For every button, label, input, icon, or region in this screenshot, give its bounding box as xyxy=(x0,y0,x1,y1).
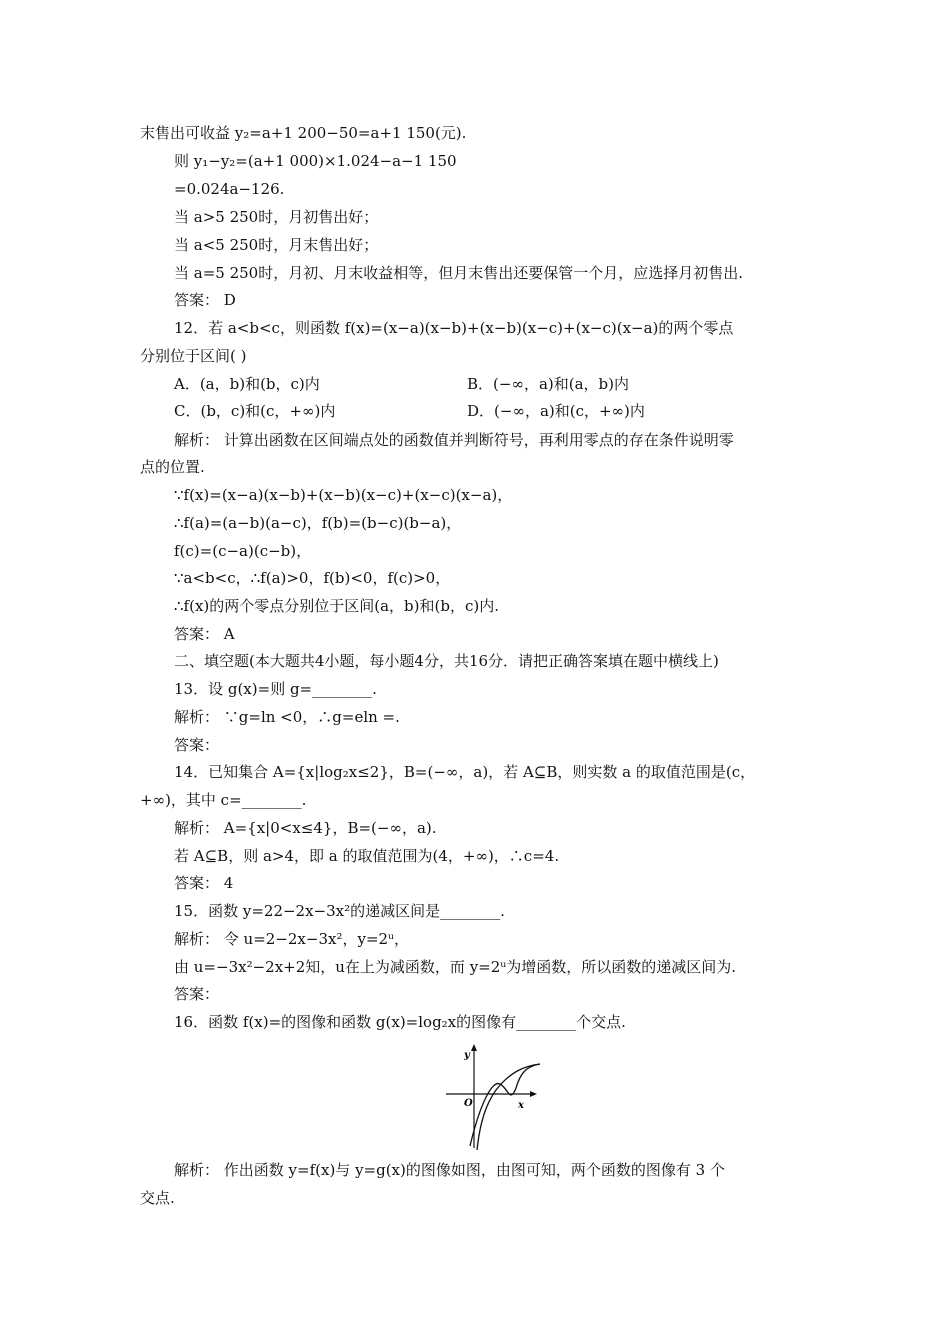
answer-line: 答案： D xyxy=(174,291,236,309)
question-12: 12．若 a<b<c，则函数 f(x)=(x−a)(x−b)+(x−b)(x−c)+(x−c)(x−a)的两个零点 xyxy=(174,319,734,337)
text-line: =0.024a−126. xyxy=(174,180,285,198)
text-line: 解析： 令 u=2−2x−3x²，y=2ᵘ， xyxy=(174,930,410,948)
y-axis-label: y xyxy=(464,1050,470,1061)
option-a: A．(a，b)和(b，c)内 xyxy=(174,375,320,393)
text-line: 解析： 计算出函数在区间端点处的函数值并判断符号，再利用零点的存在条件说明零 xyxy=(174,431,734,449)
text-line: ∴f(x)的两个零点分别位于区间(a，b)和(b，c)内. xyxy=(174,597,499,615)
answer-line: 答案： 4 xyxy=(174,874,234,892)
answer-line: 答案： A xyxy=(174,625,235,643)
y-axis-arrow xyxy=(471,1044,477,1051)
origin-label: O xyxy=(464,1098,473,1109)
question-15: 15．函数 y=22−2x−3x²的递减区间是________. xyxy=(174,902,505,920)
text-line: 当 a=5 250时，月初、月末收益相等，但月末售出还要保管一个月，应选择月初售出. xyxy=(174,264,743,282)
text-line: 末售出可收益 y₂=a+1 200−50=a+1 150(元). xyxy=(140,124,467,142)
x-axis-label: x xyxy=(518,1100,524,1111)
option-b: B．(−∞，a)和(a，b)内 xyxy=(467,375,629,393)
question-13: 13．设 g(x)=则 g=________. xyxy=(174,680,377,698)
text-line: 交点. xyxy=(140,1189,175,1207)
text-line: 则 y₁−y₂=(a+1 000)×1.024−a−1 150 xyxy=(174,152,457,170)
option-d: D．(−∞，a)和(c，+∞)内 xyxy=(467,402,645,420)
question-16: 16．函数 f(x)=的图像和函数 g(x)=log₂x的图像有________个交点. xyxy=(174,1013,626,1031)
text-line: 当 a>5 250时，月初售出好； xyxy=(174,208,379,226)
text-line: 解析： A={x|0<x≤4}，B=(−∞，a). xyxy=(174,819,437,837)
function-graph-figure xyxy=(440,1042,550,1152)
text-line: ∵f(x)=(x−a)(x−b)+(x−b)(x−c)+(x−c)(x−a)， xyxy=(174,486,513,504)
log-curve-g xyxy=(477,1064,540,1150)
question-14: 14．已知集合 A={x|log₂x≤2}，B=(−∞，a)，若 A⊆B，则实数 a 的取值范围是(c， xyxy=(174,763,756,781)
text-line: 由 u=−3x²−2x+2知，u在上为减函数，而 y=2ᵘ为增函数，所以函数的递减区间为. xyxy=(174,958,737,976)
text-line: 解析： ∵g=ln <0，∴g=eln =. xyxy=(174,708,400,726)
text-line: 解析： 作出函数 y=f(x)与 y=g(x)的图像如图，由图可知，两个函数的图像有 3 个 xyxy=(174,1161,725,1179)
x-axis-arrow xyxy=(530,1091,537,1097)
text-line: 分别位于区间( ) xyxy=(140,347,247,365)
text-line: ∴f(a)=(a−b)(a−c)，f(b)=(b−c)(b−a)， xyxy=(174,514,462,532)
text-line: +∞)，其中 c=________. xyxy=(140,791,307,809)
text-line: 点的位置. xyxy=(140,458,205,476)
answer-line: 答案： xyxy=(174,985,220,1003)
text-line: 若 A⊆B，则 a>4，即 a 的取值范围为(4，+∞)，∴c=4. xyxy=(174,847,560,865)
cubic-curve-f xyxy=(470,1064,540,1146)
answer-line: 答案： xyxy=(174,736,220,754)
text-line: ∵a<b<c，∴f(a)>0，f(b)<0，f(c)>0， xyxy=(174,569,451,587)
text-line: f(c)=(c−a)(c−b)， xyxy=(174,542,312,560)
option-c: C．(b，c)和(c，+∞)内 xyxy=(174,402,336,420)
section-heading: 二、填空题(本大题共4小题，每小题4分，共16分．请把正确答案填在题中横线上) xyxy=(174,652,719,670)
text-line: 当 a<5 250时，月末售出好； xyxy=(174,236,379,254)
